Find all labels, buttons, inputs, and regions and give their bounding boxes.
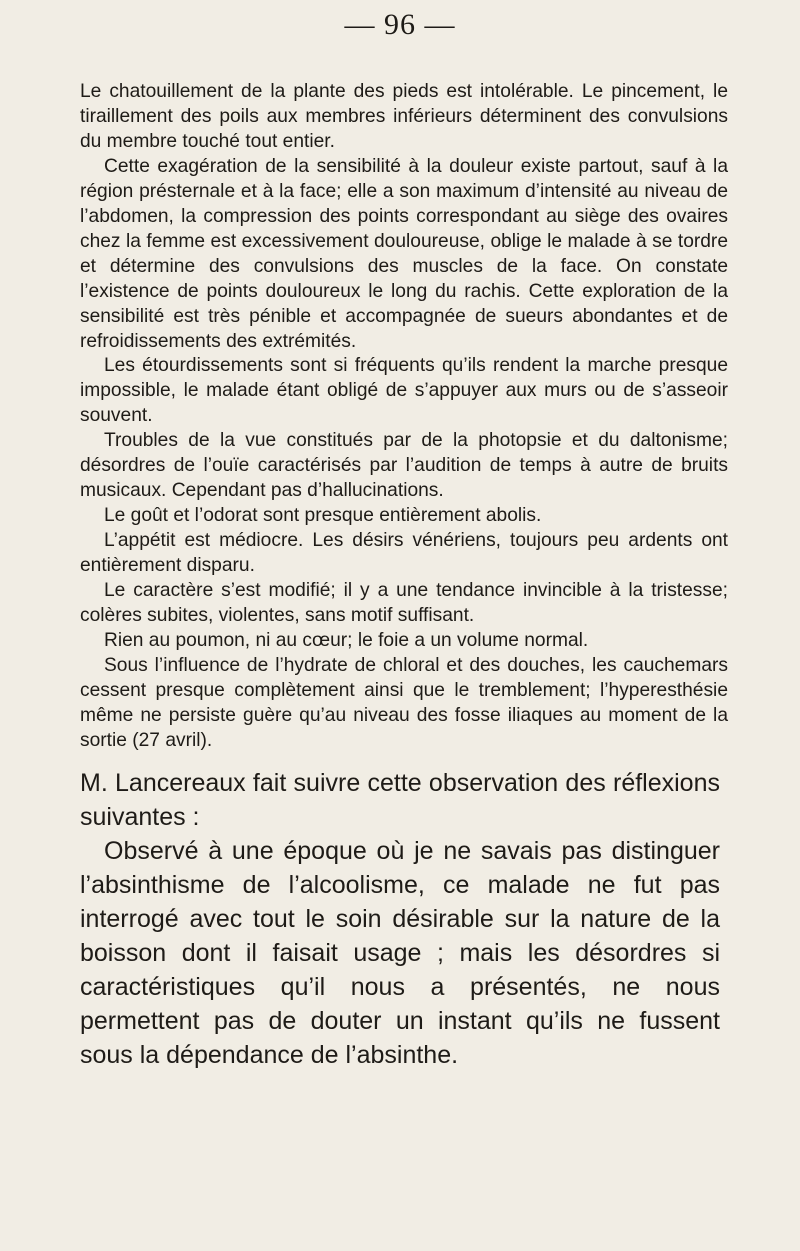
observation-text xyxy=(80,80,728,754)
paragraph: Cette exagération de la sensibilité à la douleur existe partout, sauf à la région présternale et à la face; elle a son maximum d’intensité au niveau de l’abdomen, la compression des points correspondant au siège des ovaires chez la femme est excessivement douloureuse, oblige le malade à se tordre et détermine des convulsions des muscles de la face. On constate l’existence de points douloureux le long du rachis. Cette exploration de la sensibilité est très pénible et accompagnée de sueurs abondantes et de refroidissements des extrémités. xyxy=(80,155,728,352)
page-number: — 96 — xyxy=(344,8,456,41)
commentary-intro: M. Lancereaux fait suivre cette observation des réflexions suivantes : xyxy=(80,769,720,831)
paragraph: Rien au poumon, ni au cœur; le foie a un volume normal. xyxy=(104,629,589,651)
paragraph: Les étourdissements sont si fréquents qu’ils rendent la marche presque impossible, le malade étant obligé de s’appuyer aux murs ou de s’asseoir souvent. xyxy=(80,355,728,427)
commentary-paragraph: Observé à une époque où je ne savais pas distinguer l’absinthisme de l’alcoolisme, ce malade ne fut pas interrogé avec tout le soin désirable sur la nature de la boisson dont il faisait usage ; mais les désordres si caractéristiques qu’il nous a présentés, ne nous permettent pas de douter un instant qu’ils ne fussent sous la dépendance de l’absinthe. xyxy=(80,837,720,1069)
paragraph: Le caractère s’est modifié; il y a une tendance invincible à la tristesse; colères subites, violentes, sans motif suffisant. xyxy=(80,580,728,627)
paragraph: Le goût et l’odorat sont presque entièrement abolis. xyxy=(104,505,542,527)
commentary-text xyxy=(80,766,720,1072)
paragraph: Le chatouillement de la plante des pieds est intolérable. Le pincement, le tiraillement des poils aux membres inférieurs déterminent des convulsions du membre touché tout entier. xyxy=(80,81,728,152)
paragraph: L’appétit est médiocre. Les désirs vénériens, toujours peu ardents ont entièrement disparu. xyxy=(80,530,728,577)
paragraph: Troubles de la vue constitués par de la photopsie et du daltonisme; désordres de l’ouïe caractérisés par l’audition de temps à autre de bruits musicaux. Cependant pas d’hallucinations. xyxy=(80,430,728,502)
paragraph: Sous l’influence de l’hydrate de chloral et des douches, les cauchemars cessent presque complètement ainsi que le tremblement; l’hyperesthésie même ne persiste guère qu’au niveau des fosse iliaques au moment de la sortie (27 avril). xyxy=(80,654,728,751)
